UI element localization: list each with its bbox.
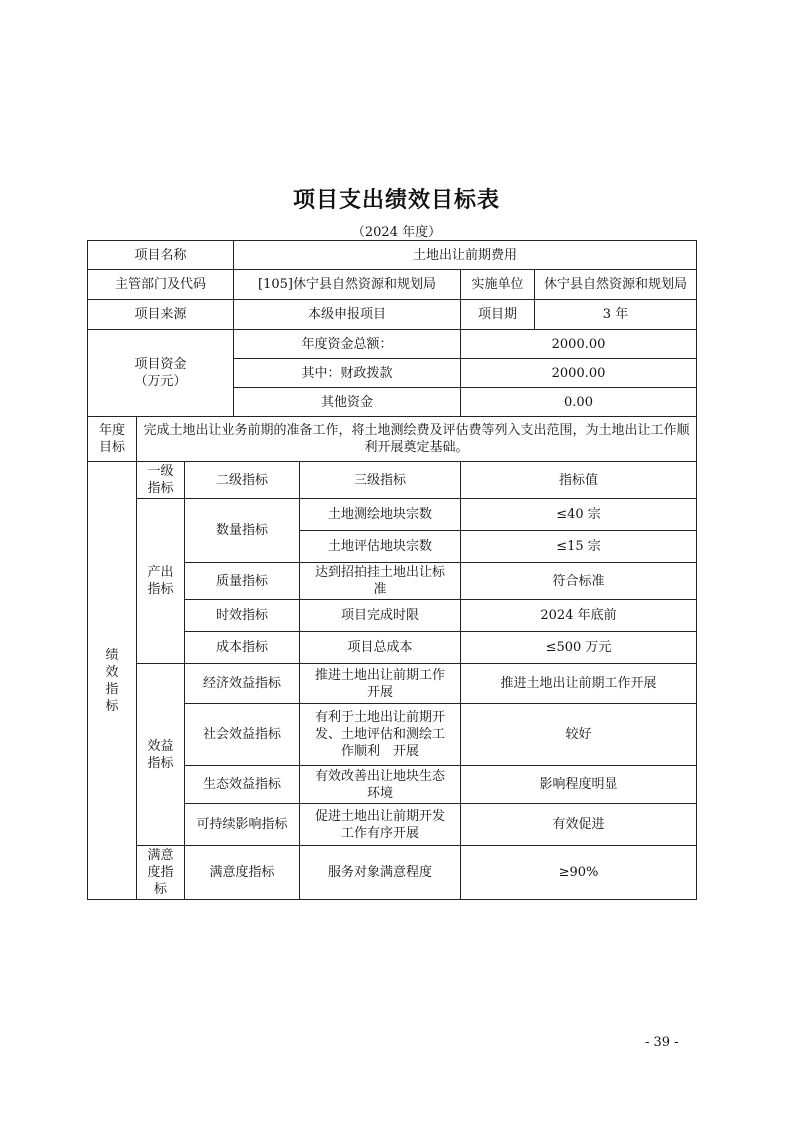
source-label: 项目来源 [88, 300, 234, 330]
level3-header: 三级指标 [300, 462, 461, 499]
economic-level3-line2: 开展 [366, 684, 393, 700]
other-funds-value: 0.00 [461, 388, 697, 417]
benefit-label-line1: 效益 [147, 738, 174, 754]
ecological-level3-line1: 有效改善出让地块生态 [314, 768, 445, 784]
sustainable-value: 有效促进 [461, 804, 697, 846]
sustainable-level3 [300, 804, 461, 846]
social-level3-line3: 作顺利 开展 [340, 744, 419, 759]
page-title: 项目支出绩效目标表 [292, 188, 500, 213]
cost-value: ≤500 万元 [461, 632, 697, 664]
social-level3-line1: 有利于土地出让前期开 [314, 710, 445, 725]
project-name-value: 土地出让前期费用 [234, 241, 697, 270]
annual-goal-value: 完成土地出让业务前期的准备工作，将土地测绘费及评估费等列入支出范围，为土地出让工作顺利开展奠定基础。 [137, 417, 697, 462]
perf-indicator-char: 标 [105, 698, 119, 714]
satisfaction-indicator-label: 满意度指标 [185, 846, 300, 900]
level1-header-line2: 指标 [147, 481, 174, 496]
perf-indicator-char: 效 [105, 664, 119, 680]
year-subtitle: （2024 年度） [351, 225, 442, 240]
fiscal-value: 2000.00 [461, 359, 697, 388]
funds-label-line2: （万元） [134, 374, 187, 389]
source-value: 本级申报项目 [234, 300, 461, 330]
cost-level3: 项目总成本 [300, 632, 461, 664]
sustainable-level3-line2: 工作有序开展 [340, 825, 419, 841]
table-row [88, 270, 697, 300]
dept-code-value: [105]休宁县自然资源和规划局 [234, 270, 461, 300]
impl-unit-value: 休宁县自然资源和规划局 [535, 270, 697, 300]
survey-parcel-count-value: ≤40 宗 [461, 499, 697, 531]
economic-indicator-label: 经济效益指标 [185, 664, 300, 704]
annual-goal-label-line1: 年度 [98, 423, 125, 438]
other-funds-label: 其他资金 [234, 388, 461, 417]
page-number: - 39 - [645, 1035, 679, 1050]
ecological-indicator-label: 生态效益指标 [185, 766, 300, 804]
economic-value: 推进土地出让前期工作开展 [461, 664, 697, 704]
table-row [88, 417, 697, 462]
period-label: 项目期 [461, 300, 535, 330]
satisfaction-level1-line1: 满意 [147, 848, 174, 863]
output-label-line1: 产出 [147, 565, 174, 580]
social-level3 [300, 704, 461, 766]
quality-level3-line1: 达到招拍挂土地出让标 [314, 565, 445, 580]
level1-header [137, 462, 185, 499]
ecological-level3 [300, 766, 461, 804]
annual-total-value: 2000.00 [461, 330, 697, 359]
project-name-label: 项目名称 [88, 241, 234, 270]
table-row [88, 241, 697, 270]
table-row [88, 499, 697, 531]
economic-level3 [300, 664, 461, 704]
dept-code-label: 主管部门及代码 [88, 270, 234, 300]
perf-indicator-char: 指 [105, 681, 119, 697]
social-value: 较好 [461, 704, 697, 766]
social-indicator-label: 社会效益指标 [185, 704, 300, 766]
impl-unit-label: 实施单位 [461, 270, 535, 300]
economic-level3-line1: 推进土地出让前期工作 [314, 667, 445, 683]
level2-header: 二级指标 [185, 462, 300, 499]
fiscal-label: 其中：财政拨款 [234, 359, 461, 388]
satisfaction-level1 [137, 846, 185, 900]
satisfaction-level1-line3: 标 [153, 882, 167, 897]
annual-goal-label [88, 417, 137, 462]
funds-label [88, 330, 234, 417]
ecological-value: 影响程度明显 [461, 766, 697, 804]
sustainable-level3-line1: 促进土地出让前期开发 [314, 808, 445, 824]
output-label-line2: 指标 [147, 582, 174, 597]
appraisal-parcel-count-value: ≤15 宗 [461, 531, 697, 563]
satisfaction-value: ≥90% [461, 846, 697, 900]
cost-indicator-label: 成本指标 [185, 632, 300, 664]
level1-header-line1: 一级 [147, 464, 174, 479]
table-row [88, 664, 697, 704]
ecological-level3-line2: 环境 [366, 785, 393, 801]
timeliness-value: 2024 年底前 [461, 600, 697, 632]
funds-label-line1: 项目资金 [134, 357, 187, 372]
table-row [88, 462, 697, 499]
performance-table [87, 240, 697, 900]
survey-parcel-count-label: 土地测绘地块宗数 [300, 499, 461, 531]
satisfaction-level1-line2: 度指 [147, 865, 174, 880]
output-indicator-label [137, 499, 185, 664]
annual-total-label: 年度资金总额： [234, 330, 461, 359]
appraisal-parcel-count-label: 土地评估地块宗数 [300, 531, 461, 563]
quality-level3-line2: 准 [373, 582, 387, 597]
perf-indicator-char: 绩 [105, 647, 119, 663]
quality-value: 符合标准 [461, 563, 697, 600]
period-value: 3 年 [535, 300, 697, 330]
quality-level3 [300, 563, 461, 600]
annual-goal-label-line2: 目标 [98, 440, 125, 455]
table-row [88, 300, 697, 330]
perf-indicator-label [88, 462, 137, 900]
benefit-label-line2: 指标 [147, 755, 174, 771]
timeliness-indicator-label: 时效指标 [185, 600, 300, 632]
table-row [88, 330, 697, 359]
indicator-value-header: 指标值 [461, 462, 697, 499]
quality-indicator-label: 质量指标 [185, 563, 300, 600]
benefit-indicator-label [137, 664, 185, 846]
timeliness-level3: 项目完成时限 [300, 600, 461, 632]
quantity-indicator-label: 数量指标 [185, 499, 300, 563]
sustainable-indicator-label: 可持续影响指标 [185, 804, 300, 846]
social-level3-line2: 发、土地评估和测绘工 [314, 727, 445, 742]
table-row [88, 846, 697, 900]
satisfaction-level3: 服务对象满意程度 [300, 846, 461, 900]
